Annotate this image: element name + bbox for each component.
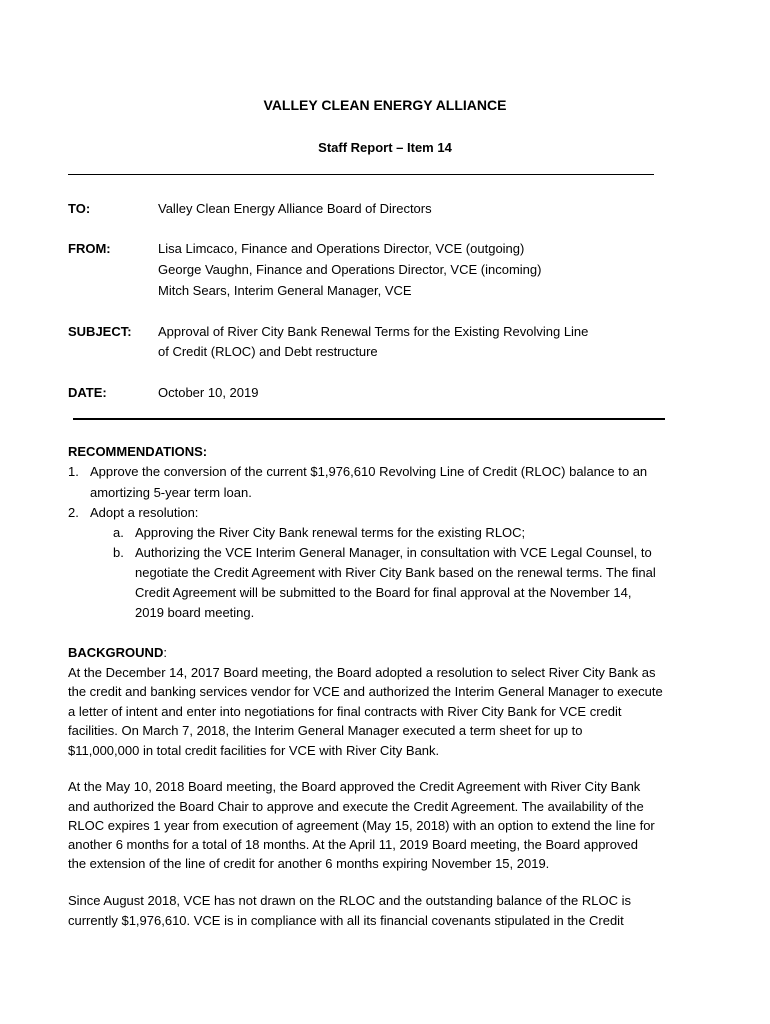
sub-list-line: Credit Agreement will be submitted to the Board for final approval at the November 14, xyxy=(135,585,632,600)
date-value: October 10, 2019 xyxy=(158,385,259,400)
paragraph-line: currently $1,976,610. VCE is in compliance with all its financial covenants stipulated in the Credit xyxy=(68,913,624,928)
paragraph-line: a letter of intent and enter into negotiations for final contracts with River City Bank for VCE credit xyxy=(68,704,622,719)
subject-line: Approval of River City Bank Renewal Terms for the Existing Revolving Line xyxy=(158,324,589,339)
subject-label: SUBJECT: xyxy=(68,324,132,339)
list-number: 1. xyxy=(68,464,79,479)
paragraph-line: facilities. On March 7, 2018, the Interim General Manager executed a term sheet for up to xyxy=(68,723,583,738)
paragraph-line: the credit and banking services vendor for VCE and authorized the Interim General Manager to execute xyxy=(68,684,663,699)
paragraph-line: the extension of the line of credit for another 6 months expiring November 15, 2019. xyxy=(68,856,550,871)
paragraph-line: and authorized the Board Chair to approve and execute the Credit Agreement. The availability of the xyxy=(68,799,644,814)
sub-list-line: Approving the River City Bank renewal terms for the existing RLOC; xyxy=(135,525,526,540)
list-number: 2. xyxy=(68,505,79,520)
from-line: Lisa Limcaco, Finance and Operations Director, VCE (outgoing) xyxy=(158,241,525,256)
paragraph-line: another 6 months for a total of 18 months. At the April 11, 2019 Board meeting, the Board approved xyxy=(68,837,638,852)
from-label: FROM: xyxy=(68,241,111,256)
sub-list-line: negotiate the Credit Agreement with River City Bank based on the renewal terms. The final xyxy=(135,565,656,580)
sub-list-label: a. xyxy=(113,525,124,540)
header-divider xyxy=(68,174,654,175)
paragraph-line: RLOC expires 1 year from execution of agreement (May 15, 2018) with an option to extend the line for xyxy=(68,818,655,833)
background-heading xyxy=(68,643,167,663)
sub-list-label: b. xyxy=(113,545,124,560)
document-title: VALLEY CLEAN ENERGY ALLIANCE xyxy=(263,97,507,113)
paragraph-line: At the May 10, 2018 Board meeting, the Board approved the Credit Agreement with River City Bank xyxy=(68,779,641,794)
recommendation-line: Approve the conversion of the current $1,976,610 Revolving Line of Credit (RLOC) balance to an xyxy=(90,464,648,479)
recommendation-line: Adopt a resolution: xyxy=(90,505,199,520)
sub-list-line: 2019 board meeting. xyxy=(135,605,255,620)
sub-list-line: Authorizing the VCE Interim General Manager, in consultation with VCE Legal Counsel, to xyxy=(135,545,652,560)
recommendations-heading: RECOMMENDATIONS: xyxy=(68,444,208,459)
paragraph-line: At the December 14, 2017 Board meeting, the Board adopted a resolution to select River City Bank as xyxy=(68,665,656,680)
recommendation-line: amortizing 5-year term loan. xyxy=(90,485,252,500)
memo-divider xyxy=(73,418,665,420)
to-value: Valley Clean Energy Alliance Board of Directors xyxy=(158,201,432,216)
date-label: DATE: xyxy=(68,385,107,400)
paragraph-line: $11,000,000 in total credit facilities for VCE with River City Bank. xyxy=(68,743,440,758)
document-subtitle: Staff Report – Item 14 xyxy=(318,140,452,155)
paragraph-line: Since August 2018, VCE has not drawn on the RLOC and the outstanding balance of the RLOC is xyxy=(68,893,631,908)
subject-line: of Credit (RLOC) and Debt restructure xyxy=(158,344,378,359)
to-label: TO: xyxy=(68,201,91,216)
from-line: George Vaughn, Finance and Operations Director, VCE (incoming) xyxy=(158,262,542,277)
background-heading-colon: : xyxy=(163,645,167,660)
from-line: Mitch Sears, Interim General Manager, VCE xyxy=(158,283,412,298)
background-heading-text: BACKGROUND xyxy=(68,645,164,660)
